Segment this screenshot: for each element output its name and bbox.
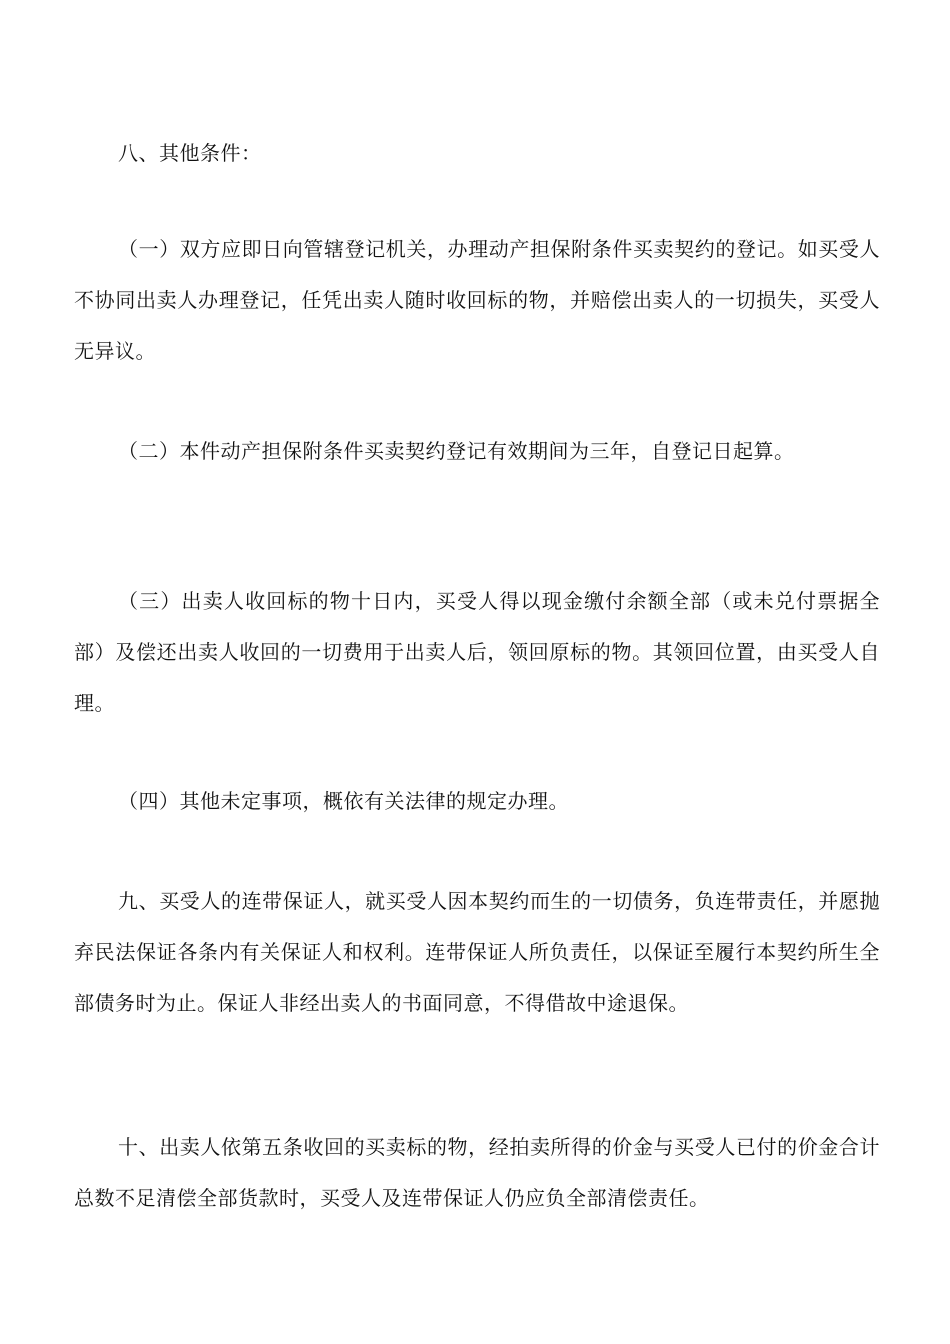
section-heading-other-conditions: 八、其他条件： xyxy=(118,141,262,165)
article-9-joint-guarantor: 九、买受人的连带保证人，就买受人因本契约而生的一切债务，负连带责任，并愿抛弃民法保证各条内有关保证人和权利。连带保证人所负责任，以保证至履行本契约所生全部债务时为止。保证人非经出卖人的书面同意，不得借故中途退保。 xyxy=(74,889,880,1015)
clause-2-validity-period: （二）本件动产担保附条件买卖契约登记有效期间为三年，自登记日起算。 xyxy=(118,439,795,463)
clause-4-other-matters: （四）其他未定事项，概依有关法律的规定办理。 xyxy=(118,789,569,813)
clause-1-registration: （一）双方应即日向管辖登记机关，办理动产担保附条件买卖契约的登记。如买受人不协同出卖人办理登记，任凭出卖人随时收回标的物，并赔偿出卖人的一切损失，买受人无异议。 xyxy=(74,237,880,363)
article-10-deficiency-liability: 十、出卖人依第五条收回的买卖标的物，经拍卖所得的价金与买受人已付的价金合计总数不足清偿全部货款时，买受人及连带保证人仍应负全部清偿责任。 xyxy=(74,1135,880,1210)
clause-3-redemption: （三）出卖人收回标的物十日内，买受人得以现金缴付余额全部（或未兑付票据全部）及偿还出卖人收回的一切费用于出卖人后，领回原标的物。其领回位置，由买受人自理。 xyxy=(74,589,880,715)
